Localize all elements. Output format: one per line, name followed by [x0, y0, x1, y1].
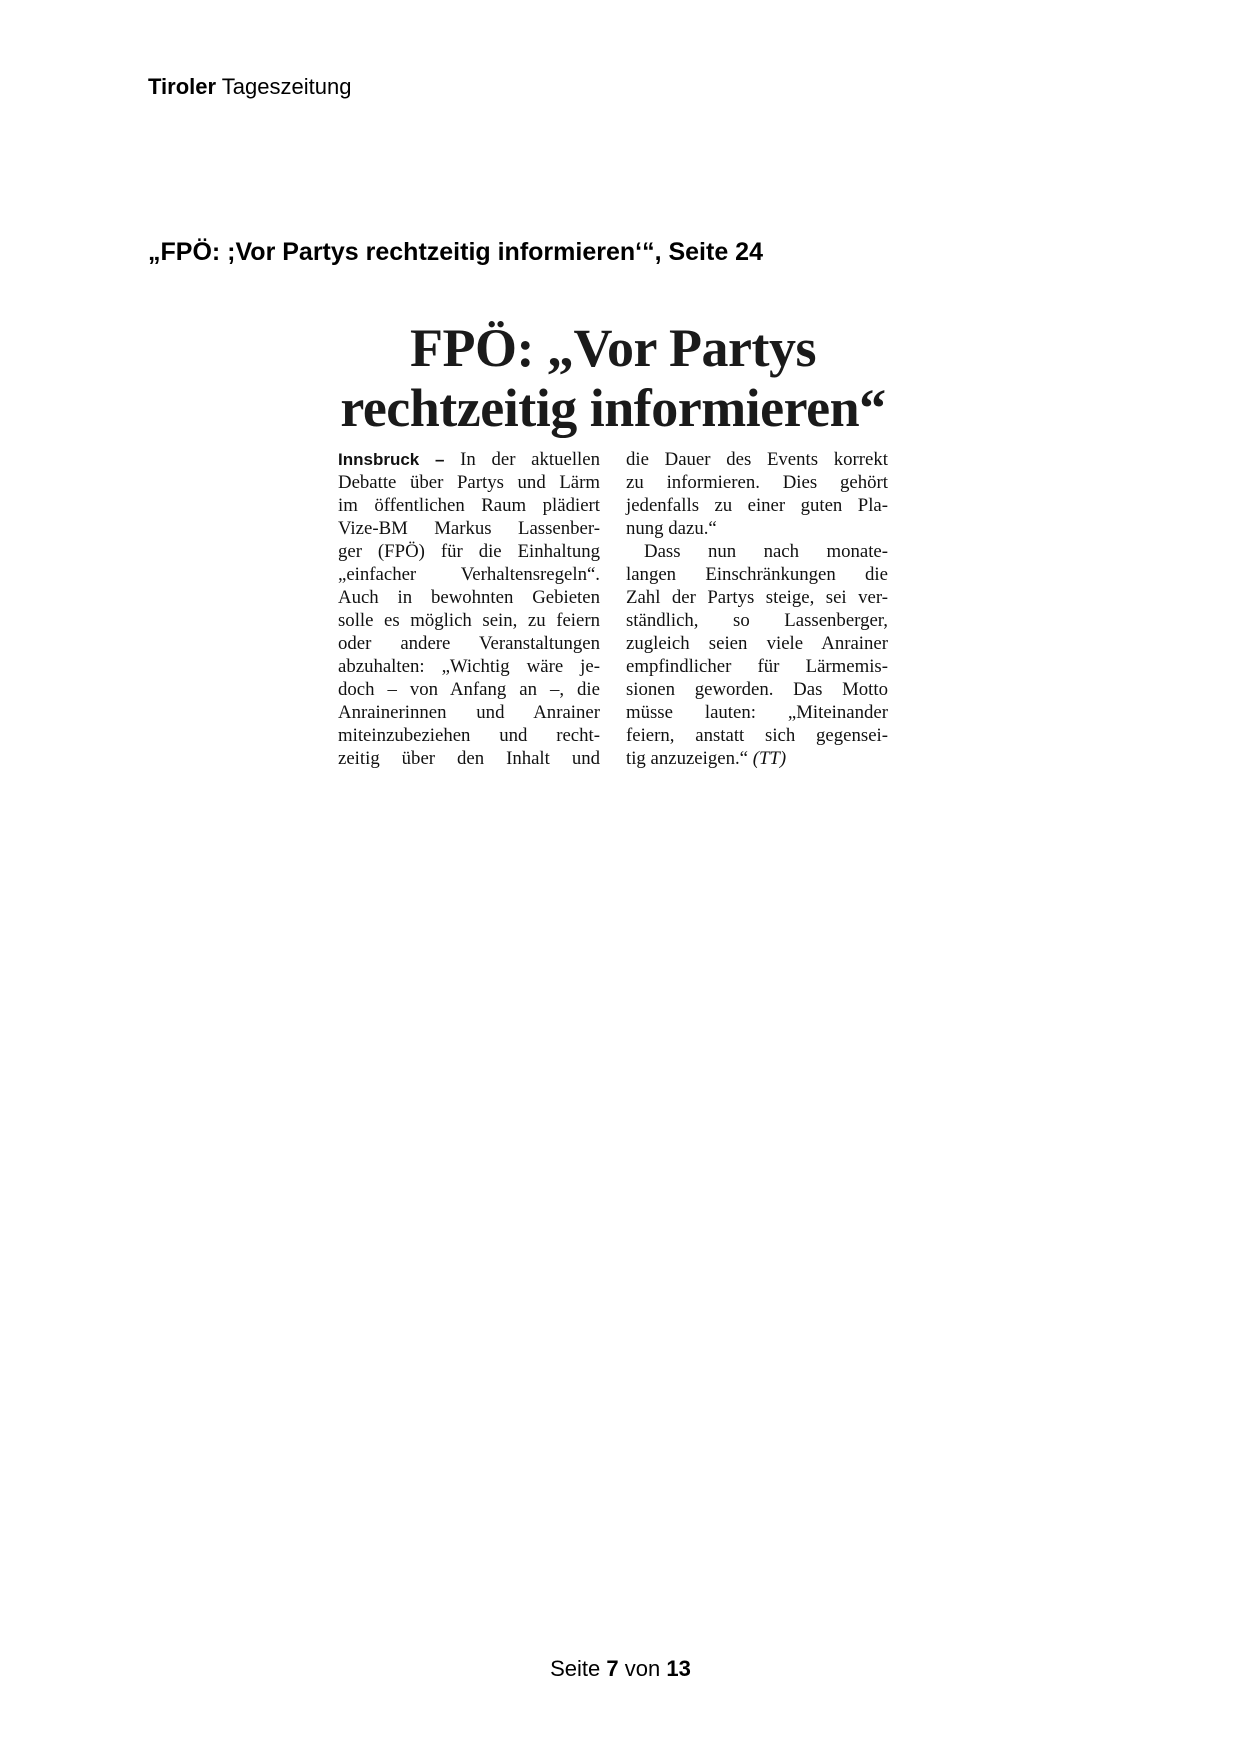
publication-name-bold: Tiroler [148, 74, 217, 99]
article-line-text: tig anzuzeigen.“ [626, 748, 749, 769]
article-line: solle es möglich sein, zu feiern [338, 610, 600, 631]
footer-prefix: Seite [550, 1656, 601, 1681]
article-line: feiern, anstatt sich gegensei- [626, 725, 888, 746]
publication-name-rest: Tageszeitung [221, 74, 352, 99]
footer-middle: von [624, 1656, 661, 1681]
article-line: im öffentlichen Raum plädiert [338, 495, 600, 516]
article-line: „einfacher Verhaltensregeln“. [338, 564, 600, 585]
article-line: abzuhalten: „Wichtig wäre je- [338, 656, 600, 677]
article-line: die Dauer des Events korrekt [626, 449, 888, 470]
article-column-1 [338, 448, 600, 770]
article-line [338, 448, 600, 471]
article-author: (TT) [752, 748, 787, 769]
article-line: zu informieren. Dies gehört [626, 472, 888, 493]
page-footer [0, 1656, 1241, 1682]
article-line: zugleich seien viele Anrainer [626, 633, 888, 654]
article-line: Dass nun nach monate- [644, 541, 888, 562]
document-heading: „FPÖ: ;Vor Partys rechtzeitig informieren‘“, Seite 24 [148, 238, 763, 266]
headline-line-2: rechtzeitig informieren“ [340, 378, 886, 438]
article-line: Debatte über Partys und Lärm [338, 472, 600, 493]
article-line: Zahl der Partys steige, sei ver- [626, 587, 888, 608]
newspaper-clipping [338, 318, 888, 770]
article-line: Auch in bewohnten Gebieten [338, 587, 600, 608]
article-dateline: Innsbruck – [338, 450, 445, 469]
article-line: langen Einschränkungen die [626, 564, 888, 585]
article-column-2 [626, 448, 888, 770]
article-line-text: In der aktuellen [444, 449, 601, 470]
article-line: miteinzubeziehen und recht- [338, 725, 600, 746]
current-page-number: 7 [606, 1656, 619, 1681]
article-line: Anrainerinnen und Anrainer [338, 702, 600, 723]
article-line: ständlich, so Lassenberger, [626, 610, 888, 631]
article-body [338, 448, 888, 770]
headline-line-1: FPÖ: „Vor Partys [410, 318, 816, 378]
article-line: müsse lauten: „Miteinander [626, 702, 888, 723]
article-line: empfindlicher für Lärmemis- [626, 656, 888, 677]
total-pages-number: 13 [666, 1656, 691, 1681]
article-line: nung dazu.“ [626, 518, 717, 539]
article-line: jedenfalls zu einer guten Pla- [626, 495, 888, 516]
article-line: doch – von Anfang an –, die [338, 679, 600, 700]
article-line [626, 747, 888, 770]
article-line: zeitig über den Inhalt und [338, 748, 600, 769]
article-line: ger (FPÖ) für die Einhaltung [338, 541, 600, 562]
article-line: oder andere Veranstaltungen [338, 633, 600, 654]
article-line: Vize-BM Markus Lassenber- [338, 518, 600, 539]
publication-name [148, 74, 351, 100]
article-headline [338, 318, 888, 438]
article-line: sionen geworden. Das Motto [626, 679, 888, 700]
